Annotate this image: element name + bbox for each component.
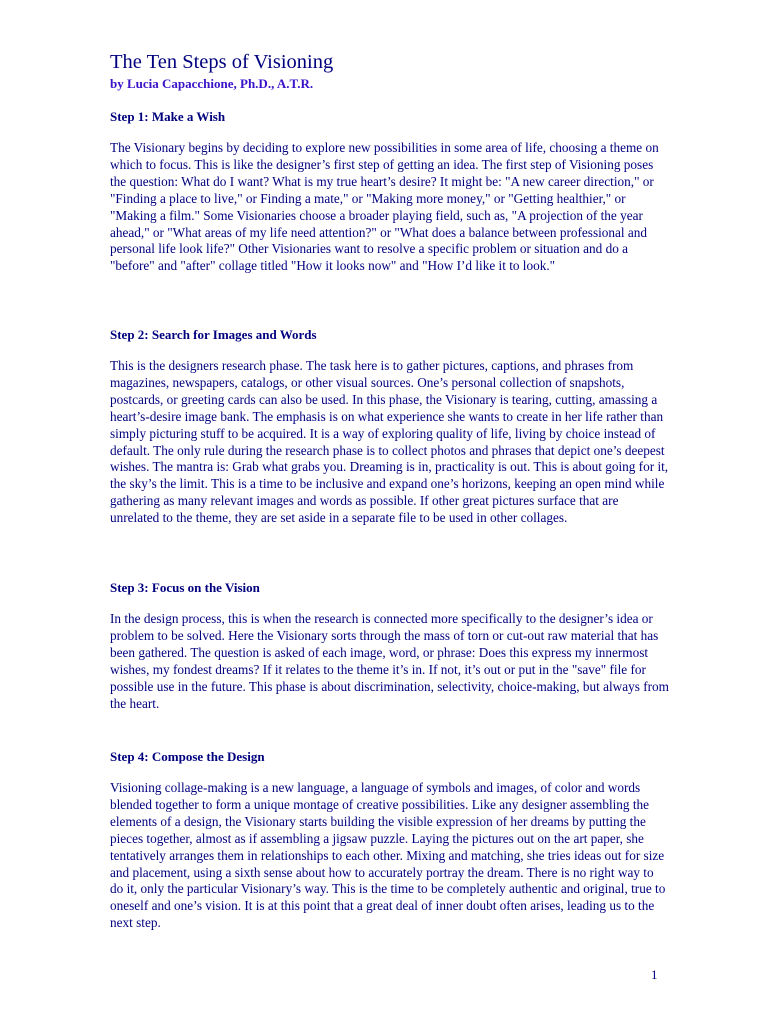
- step-4-section: [110, 748, 670, 932]
- step-1-heading: Step 1: Make a Wish: [110, 109, 226, 124]
- document-page: [110, 50, 669, 931]
- step-3-section: [110, 579, 670, 712]
- step-2-body: This is the designers research phase. The task here is to gather pictures, captions, and phrases from magazines, newspapers, catalogs, or other visual sources. One’s personal collection of snapshots, postcards, or greeting cards can also be used. In this phase, the Visionary is tearing, cutting, amassing a heart’s-desire image bank. The emphasis is on what experience she wants to create in her life rather than simply picturing stuff to be acquired. It is a way of exploring quality of life, living by choice instead of default. The only rule during the research phase is to collect photos and phrases that depict one’s deepest wishes. The mantra is: Grab what grabs you. Dreaming is in, practicality is out. This is about going for it, the sky’s the limit. This is a time to be inclusive and expand one’s horizons, keeping an open mind while gathering as many relevant images and words as possible. If other great pictures surface that are unrelated to the theme, they are set aside in a separate file to be used in other collages.: [110, 358, 669, 526]
- step-3-body: In the design process, this is when the research is connected more specifically to the designer’s idea or problem to be solved. Here the Visionary sorts through the mass of torn or cut-out raw material that has been gathered. The question is asked of each image, word, or phrase: Does this express my innermost wishes, my fondest dreams? If it relates to the theme it’s in. If not, it’s out or put in the "save" file for possible use in the future. This phase is about discrimination, selectivity, choice-making, but always from the heart.: [110, 611, 669, 711]
- document-title: The Ten Steps of Visioning: [110, 51, 334, 73]
- step-4-heading: Step 4: Compose the Design: [110, 749, 265, 764]
- step-2-heading: Step 2: Search for Images and Words: [110, 327, 317, 342]
- step-1-body: The Visionary begins by deciding to explore new possibilities in some area of life, choosing a theme on which to focus. This is like the designer’s first step of getting an idea. The first step of Visioning poses the question: What do I want? What is my true heart’s desire? It might be: "A new career direction," or "Finding a place to live," or Finding a mate," or "Making more money," or "Getting healthier," or "Making a film." Some Visionaries choose a broader playing field, such as, "A projection of the year ahead," or "What areas of my life need attention?" or "What does a balance between professional and personal life look life?" Other Visionaries want to resolve a specific problem or situation and do a "before" and "after" collage titled "How it looks now" and "How I’d like it to look.": [110, 140, 659, 274]
- document-author: by Lucia Capacchione, Ph.D., A.T.R.: [110, 76, 314, 91]
- step-1-section: [110, 108, 670, 275]
- step-4-body: Visioning collage-making is a new language, a language of symbols and images, of color and words blended together to form a unique montage of creative possibilities. Like any designer assembling the elements of a design, the Visionary starts building the visible expression of her dreams by putting the pieces together, almost as if assembling a jigsaw puzzle. Laying the pictures out on the art paper, she tentatively arranges them in relationships to each other. Mixing and matching, she tries ideas out for size and placement, using a sixth sense about how to accurately portray the dream. There is no right way to do it, only the particular Visionary’s way. This is the time to be completely authentic and original, true to oneself and one’s vision. It is at this point that a great deal of inner doubt often arises, leading us to the next step.: [110, 780, 666, 931]
- page-number: 1: [651, 967, 658, 982]
- step-2-section: [110, 326, 670, 527]
- step-3-heading: Step 3: Focus on the Vision: [110, 580, 260, 595]
